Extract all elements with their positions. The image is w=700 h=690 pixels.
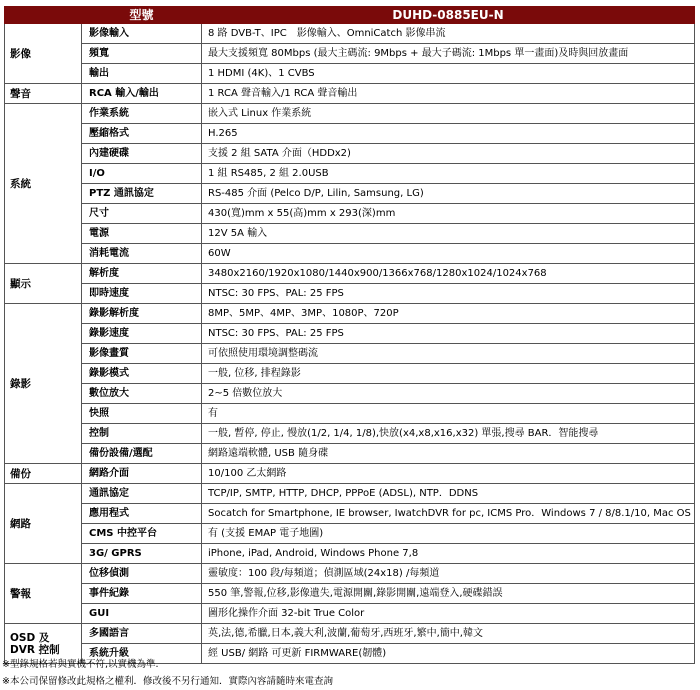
spec-row [5,484,695,504]
spec-row [5,604,695,624]
spec-row [5,64,695,84]
spec-label: 網路介面 [82,464,202,484]
footnotes [2,656,696,690]
category-cell: 網路 [5,484,82,564]
spec-table [4,6,695,664]
spec-label: 多國語言 [82,624,202,644]
spec-label: 輸出 [82,64,202,84]
spec-row [5,364,695,384]
footnote: ※本公司保留修改此規格之權利．修改後不另行通知．實際內容請隨時來電查詢 [2,676,333,687]
spec-value: 嵌入式 Linux 作業系統 [202,104,695,124]
spec-row [5,464,695,484]
spec-label: 內建硬碟 [82,144,202,164]
spec-value: 一般, 位移, 排程錄影 [202,364,695,384]
spec-row [5,204,695,224]
category-line: DVR 控制 [10,643,60,656]
spec-value: 10/100 乙太網路 [202,464,695,484]
spec-label: 即時速度 [82,284,202,304]
spec-value: 靈敏度：100 段/每頻道；偵測區域(24x18) /每頻道 [202,564,695,584]
spec-label: 錄影模式 [82,364,202,384]
spec-value: 12V 5A 輸入 [202,224,695,244]
category-line: OSD 及 [10,631,50,644]
spec-value: 2~5 倍數位放大 [202,384,695,404]
spec-row [5,584,695,604]
spec-label: 電源 [82,224,202,244]
spec-row [5,264,695,284]
spec-row [5,44,695,64]
category-cell: 警報 [5,564,82,624]
spec-value: 圖形化操作介面 32-bit True Color [202,604,695,624]
spec-row [5,184,695,204]
spec-value: NTSC: 30 FPS、PAL: 25 FPS [202,284,695,304]
spec-row [5,104,695,124]
spec-value: H.265 [202,124,695,144]
spec-value: 最大支援頻寬 80Mbps (最大主碼流: 9Mbps + 最大子碼流: 1Mbps 單一畫面)及時與回放畫面 [202,44,695,64]
spec-table-body [5,7,695,664]
spec-label: 解析度 [82,264,202,284]
spec-row [5,384,695,404]
spec-label: 3G/ GPRS [82,544,202,564]
spec-label: 錄影速度 [82,324,202,344]
spec-label: 系統升級 [82,644,202,664]
spec-value: 60W [202,244,695,264]
spec-label: 事件紀錄 [82,584,202,604]
spec-label: 頻寬 [82,44,202,64]
spec-value: 550 筆,警報,位移,影像遺失,電源開關,錄影開關,遠端登入,硬碟錯誤 [202,584,695,604]
spec-value: 8 路 DVB-T、IPC 影像輸入、OmniCatch 影像串流 [202,24,695,44]
spec-label: 通訊協定 [82,484,202,504]
spec-value: Socatch for Smartphone, IE browser, IwatchDVR for pc, ICMS Pro．Windows 7 / 8/8.1/10, Mac OS [202,504,695,524]
spec-value: 可依照使用環境調整碼流 [202,344,695,364]
spec-value: 有 (支援 EMAP 電子地圖) [202,524,695,544]
spec-label: GUI [82,604,202,624]
spec-label: 備份設備/選配 [82,444,202,464]
spec-value: 430(寬)mm x 55(高)mm x 293(深)mm [202,204,695,224]
header-category-cell [5,7,82,24]
spec-label: I/O [82,164,202,184]
spec-label: 尺寸 [82,204,202,224]
spec-value: 英,法,德,希臘,日本,義大利,波蘭,葡萄牙,西班牙,繁中,簡中,韓文 [202,624,695,644]
spec-label: 消耗電流 [82,244,202,264]
spec-value: iPhone, iPad, Android, Windows Phone 7,8 [202,544,695,564]
category-cell: 錄影 [5,304,82,464]
spec-value: 1 RCA 聲音輸入/1 RCA 聲音輸出 [202,84,695,104]
spec-label: 作業系統 [82,104,202,124]
model-label: 型號 [82,7,202,24]
spec-label: RCA 輸入/輸出 [82,84,202,104]
spec-value: 有 [202,404,695,424]
spec-value: 一般, 暫停, 停止, 慢放(1/2, 1/4, 1/8),快放(x4,x8,x16,x32) 單張,搜尋 BAR．智能搜尋 [202,424,695,444]
spec-label: CMS 中控平台 [82,524,202,544]
spec-label: 快照 [82,404,202,424]
spec-row [5,544,695,564]
spec-row [5,304,695,324]
spec-label: PTZ 通訊協定 [82,184,202,204]
header-row [5,7,695,24]
spec-row [5,244,695,264]
spec-row [5,344,695,364]
spec-label: 應用程式 [82,504,202,524]
model-value: DUHD-0885EU-N [202,7,695,24]
category-cell: 顯示 [5,264,82,304]
spec-row [5,524,695,544]
spec-value: 1 HDMI (4K)、1 CVBS [202,64,695,84]
spec-row [5,284,695,304]
spec-label: 影像畫質 [82,344,202,364]
spec-value: RS-485 介面 (Pelco D/P, Lilin, Samsung, LG) [202,184,695,204]
spec-value: 支援 2 組 SATA 介面（HDDx2) [202,144,695,164]
spec-row [5,24,695,44]
spec-row [5,224,695,244]
spec-value: 8MP、5MP、4MP、3MP、1080P、720P [202,304,695,324]
spec-row [5,624,695,644]
spec-row [5,84,695,104]
footnote: ※型錄規格若與實機不符,以實機為準. [2,659,159,670]
spec-row [5,324,695,344]
category-cell: 備份 [5,464,82,484]
spec-value: 1 組 RS485, 2 組 2.0USB [202,164,695,184]
spec-row [5,144,695,164]
category-cell: 聲音 [5,84,82,104]
category-cell: 系統 [5,104,82,264]
spec-label: 錄影解析度 [82,304,202,324]
category-cell: 影像 [5,24,82,84]
spec-value: 3480x2160/1920x1080/1440x900/1366x768/1280x1024/1024x768 [202,264,695,284]
spec-row [5,424,695,444]
spec-row [5,404,695,424]
spec-label: 位移偵測 [82,564,202,584]
spec-value: 經 USB/ 網路 可更新 FIRMWARE(韌體) [202,644,695,664]
spec-label: 控制 [82,424,202,444]
spec-row [5,504,695,524]
spec-value: NTSC: 30 FPS、PAL: 25 FPS [202,324,695,344]
spec-label: 影像輸入 [82,24,202,44]
spec-row [5,444,695,464]
spec-value: TCP/IP, SMTP, HTTP, DHCP, PPPoE (ADSL), NTP．DDNS [202,484,695,504]
spec-label: 壓縮格式 [82,124,202,144]
spec-row [5,164,695,184]
spec-row [5,124,695,144]
spec-value: 網路遠端軟體, USB 隨身碟 [202,444,695,464]
spec-label: 數位放大 [82,384,202,404]
spec-row [5,564,695,584]
